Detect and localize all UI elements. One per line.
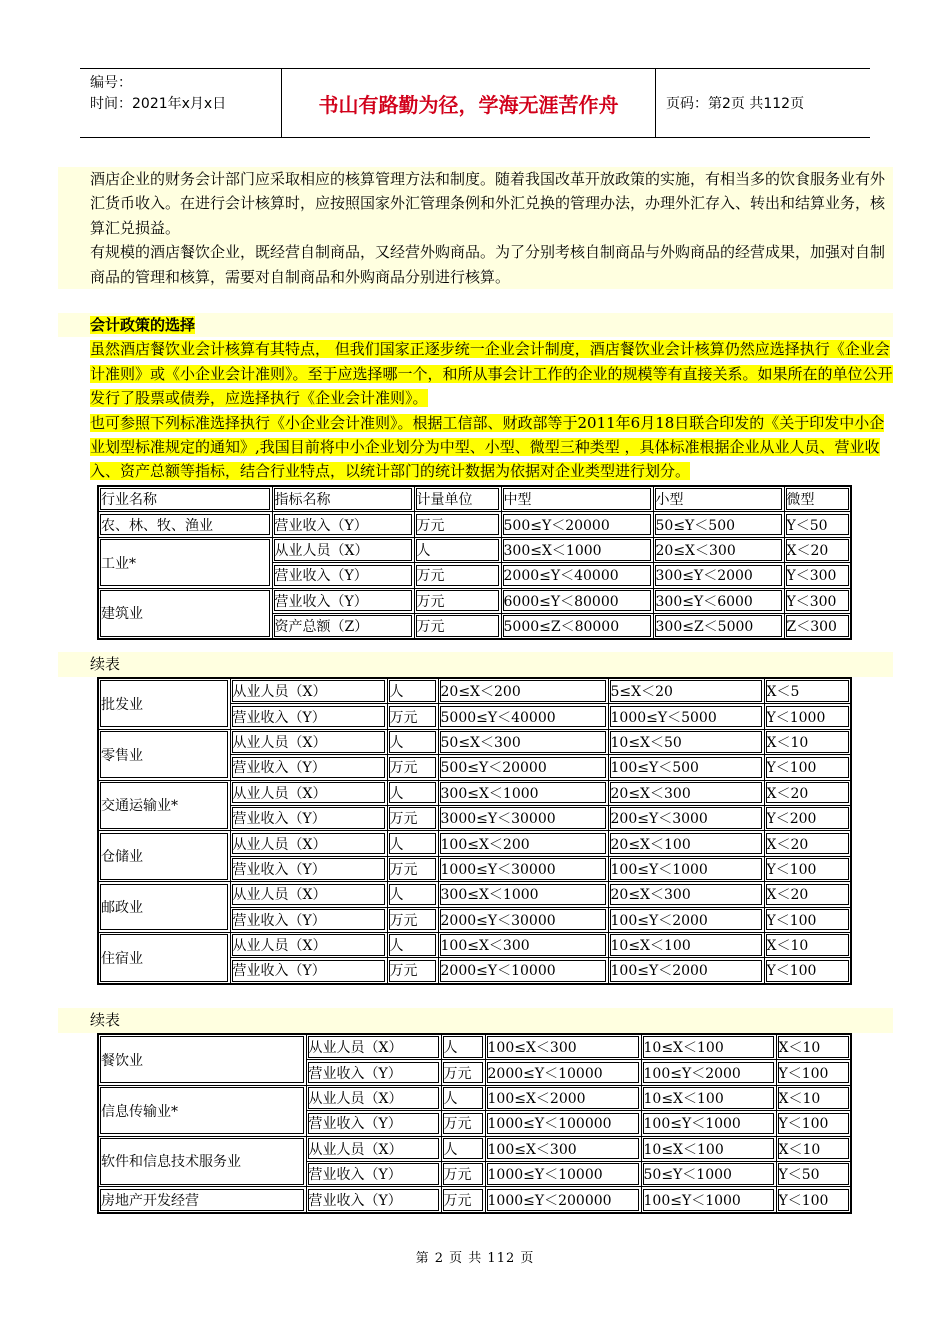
classification-table-2 [97,677,852,985]
intro-paragraph-1: 酒店企业的财务会计部门应采取相应的核算管理方法和制度。随着我国改革开放政策的实施，有相当多的饮食服务业有外汇货币收入。在进行会计核算时，应按照国家外汇管理条例和外汇兑换的管理办法，办理外汇存入、转出和结算业务，核算汇兑损益。 [90,170,886,237]
table-cell: 万元 [441,1111,485,1136]
header-number: 编号： [90,75,132,91]
classification-table-3 [97,1033,852,1214]
table-cell: 营业收入（Y） [230,958,387,984]
table-header-row [98,486,851,512]
industry-name: 房地产开发经营 [98,1187,306,1213]
header-cell: 中型 [501,486,653,512]
industry-name: 信息传输业* [98,1085,306,1136]
table-cell: 6000≤Y＜80000 [501,588,653,613]
table-cell: 100≤Y＜1000 [641,1187,776,1213]
table-row [98,512,851,537]
table-cell: 500≤Y＜20000 [501,512,653,537]
header-cell: 行业名称 [98,486,272,512]
table-cell: 万元 [387,704,438,729]
table-cell: X＜20 [764,780,851,805]
table-cell: 10≤X＜100 [641,1034,776,1060]
table-row [98,1085,851,1110]
table-cell: 从业人员（X） [230,678,387,704]
table-cell: X＜10 [776,1034,851,1060]
table-row [98,932,851,957]
table-cell: 从业人员（X） [306,1136,441,1161]
table-cell: 营业收入（Y） [306,1111,441,1136]
table-cell: 从业人员（X） [230,831,387,856]
header-cell: 计量单位 [414,486,501,512]
table-cell: Y＜100 [776,1060,851,1085]
table-row [98,537,851,562]
table-cell: 300≤X＜1000 [438,882,608,907]
header-time: 时间：2021年x月x日 [90,96,227,112]
table-cell: 万元 [387,755,438,780]
table-row [98,882,851,907]
table-cell: 从业人员（X） [230,932,387,957]
table-row [98,678,851,704]
table-cell: 万元 [414,563,501,588]
table-cell: 营业收入（Y） [272,588,414,613]
table-row [98,780,851,805]
header-cell: 小型 [653,486,784,512]
table-cell: 营业收入（Y） [272,512,414,537]
table-cell: 20≤X＜300 [608,780,764,805]
table-cell: 50≤Y＜1000 [641,1161,776,1186]
table-cell: Y＜50 [776,1161,851,1186]
header-cell: 指标名称 [272,486,414,512]
table-row [98,729,851,754]
industry-name: 住宿业 [98,932,230,983]
table-cell: 300≤X＜1000 [501,537,653,562]
table-cell: Y＜300 [784,588,851,613]
table-cell: X＜10 [776,1085,851,1110]
header-motto: 书山有路勤为径，学海无涯苦作舟 [282,69,656,137]
table-cell: 从业人员（X） [230,729,387,754]
table-cell: 人 [387,780,438,805]
header-page-label: 页码：第2页 共112页 [666,96,805,112]
table-cell: 500≤Y＜20000 [438,755,608,780]
table-cell: 100≤X＜300 [485,1136,641,1161]
table-cell: 300≤X＜1000 [438,780,608,805]
continued-label-2: 续表 [58,1008,893,1033]
industry-name: 农、林、牧、渔业 [98,512,272,537]
table-cell: 营业收入（Y） [230,704,387,729]
table-cell: 100≤X＜300 [438,932,608,957]
table-cell: 万元 [441,1161,485,1186]
table-row [98,1136,851,1161]
table-cell: 万元 [414,512,501,537]
table-cell: 万元 [387,907,438,932]
classification-table-1 [97,485,852,640]
industry-name: 工业* [98,537,272,588]
policy-paragraph-1 [58,337,893,410]
intro-paragraph-2: 有规模的酒店餐饮企业，既经营自制商品，又经营外购商品。为了分别考核自制商品与外购商品的经营成果，加强对自制商品的管理和核算，需要对自制商品和外购商品分别进行核算。 [90,243,886,286]
table-cell: 营业收入（Y） [272,563,414,588]
header-cell: 微型 [784,486,851,512]
table-cell: 10≤X＜50 [608,729,764,754]
table-cell: 资产总额（Z） [272,613,414,639]
table-cell: 人 [387,932,438,957]
table-cell: 1000≤Y＜30000 [438,856,608,881]
table-cell: 300≤Z＜5000 [653,613,784,639]
policy-paragraph-2 [58,411,893,484]
industry-name: 餐饮业 [98,1034,306,1085]
table-cell: 营业收入（Y） [306,1161,441,1186]
table-cell: X＜20 [764,882,851,907]
table-cell: 50≤Y＜500 [653,512,784,537]
table-cell: 从业人员（X） [306,1085,441,1110]
section-heading-text: 会计政策的选择 [90,316,196,334]
industry-name: 交通运输业* [98,780,230,831]
table-cell: 20≤X＜100 [608,831,764,856]
table-cell: 万元 [387,805,438,830]
industry-name: 建筑业 [98,588,272,639]
industry-name: 零售业 [98,729,230,780]
table-cell: X＜10 [776,1136,851,1161]
table-cell: 50≤X＜300 [438,729,608,754]
industry-name: 邮政业 [98,882,230,933]
table-cell: 5000≤Z＜80000 [501,613,653,639]
table-cell: 1000≤Y＜200000 [485,1187,641,1213]
table-cell: 营业收入（Y） [306,1060,441,1085]
table-cell: 5≤X＜20 [608,678,764,704]
table-cell: 2000≤Y＜40000 [501,563,653,588]
table-cell: X＜10 [764,932,851,957]
table-cell: 从业人员（X） [230,882,387,907]
table-cell: Z＜300 [784,613,851,639]
table-cell: 从业人员（X） [272,537,414,562]
table-cell: 100≤Y＜2000 [608,958,764,984]
table-cell: X＜5 [764,678,851,704]
continued-label-1: 续表 [58,652,893,677]
table-cell: 从业人员（X） [306,1034,441,1060]
table-cell: 营业收入（Y） [306,1187,441,1213]
table-cell: 300≤Y＜2000 [653,563,784,588]
table-cell: 人 [387,678,438,704]
table-cell: 100≤Y＜2000 [641,1060,776,1085]
table-cell: Y＜100 [764,958,851,984]
page-header [80,68,870,138]
table-cell: 人 [387,831,438,856]
table-cell: 100≤X＜300 [485,1034,641,1060]
table-cell: 万元 [387,856,438,881]
table-cell: 从业人员（X） [230,780,387,805]
table-cell: 万元 [387,958,438,984]
table-cell: 100≤Y＜1000 [641,1111,776,1136]
table-cell: X＜20 [764,831,851,856]
table-cell: 人 [414,537,501,562]
table-cell: Y＜300 [784,563,851,588]
table-cell: 万元 [414,613,501,639]
table-cell: 人 [441,1136,485,1161]
page-footer: 第 2 页 共 112 页 [415,1251,535,1266]
table-cell: 万元 [441,1187,485,1213]
table-cell: 万元 [441,1060,485,1085]
table-cell: 100≤Y＜1000 [608,856,764,881]
table-cell: Y＜1000 [764,704,851,729]
industry-name: 软件和信息技术服务业 [98,1136,306,1187]
table-cell: 人 [387,882,438,907]
table-cell: Y＜100 [764,755,851,780]
table-cell: 20≤X＜200 [438,678,608,704]
table-cell: 20≤X＜300 [608,882,764,907]
table-cell: 人 [441,1034,485,1060]
table-cell: 100≤Y＜2000 [608,907,764,932]
table-cell: Y＜100 [764,856,851,881]
table-cell: 2000≤Y＜30000 [438,907,608,932]
table-cell: X＜20 [784,537,851,562]
table-cell: 2000≤Y＜10000 [438,958,608,984]
table-cell: 2000≤Y＜10000 [485,1060,641,1085]
policy-section [58,313,893,484]
table-cell: 人 [441,1085,485,1110]
table-cell: 100≤Y＜500 [608,755,764,780]
table-cell: 万元 [414,588,501,613]
table-cell: 营业收入（Y） [230,755,387,780]
table-cell: 5000≤Y＜40000 [438,704,608,729]
table-cell: 1000≤Y＜5000 [608,704,764,729]
table-cell: 100≤X＜2000 [485,1085,641,1110]
industry-name: 批发业 [98,678,230,729]
table-row [98,588,851,613]
table-cell: Y＜100 [776,1187,851,1213]
table-cell: 营业收入（Y） [230,907,387,932]
table-cell: 200≤Y＜3000 [608,805,764,830]
table-cell: Y＜100 [764,907,851,932]
table-cell: 10≤X＜100 [641,1136,776,1161]
table-cell: 10≤X＜100 [608,932,764,957]
policy-paragraph-1-text: 虽然酒店餐饮业会计核算有其特点， 但我们国家正逐步统一企业会计制度，酒店餐饮业会计核算仍然应选择执行《企业会计准则》或《小企业会计准则》。至于应选择哪一个，和所从事会计工作的企业的规模等有直接关系。如果所在的单位公开发行了股票或债券，应选择执行《企业会计准则》。 [90,340,893,408]
industry-name: 仓储业 [98,831,230,882]
policy-paragraph-2-text: 也可参照下列标准选择执行《小企业会计准则》。根据工信部、财政部等于2011年6月18日联合印发的《关于印发中小企业划型标准规定的通知》,我国目前将中小企业划分为中型、小型、微型三种类型 ，具体标准根据企业从业人员、营业收入、资产总额等指标，结合行业特点，以统计部门的统计数据为依据对企业类型进行划分。 [90,413,885,481]
table-cell: 10≤X＜100 [641,1085,776,1110]
table-cell: 1000≤Y＜100000 [485,1111,641,1136]
table-row [98,1034,851,1060]
table-cell: 1000≤Y＜10000 [485,1161,641,1186]
table-cell: Y＜200 [764,805,851,830]
table-row [98,1187,851,1213]
table-cell: Y＜100 [776,1111,851,1136]
section-heading [58,313,893,337]
intro-section [58,167,893,289]
table-cell: 人 [387,729,438,754]
table-cell: 3000≤Y＜30000 [438,805,608,830]
table-row [98,831,851,856]
table-cell: 营业收入（Y） [230,805,387,830]
table-cell: 100≤X＜200 [438,831,608,856]
table-cell: X＜10 [764,729,851,754]
header-meta [80,69,282,137]
table-cell: 300≤Y＜6000 [653,588,784,613]
table-cell: Y＜50 [784,512,851,537]
table-cell: 20≤X＜300 [653,537,784,562]
table-cell: 营业收入（Y） [230,856,387,881]
